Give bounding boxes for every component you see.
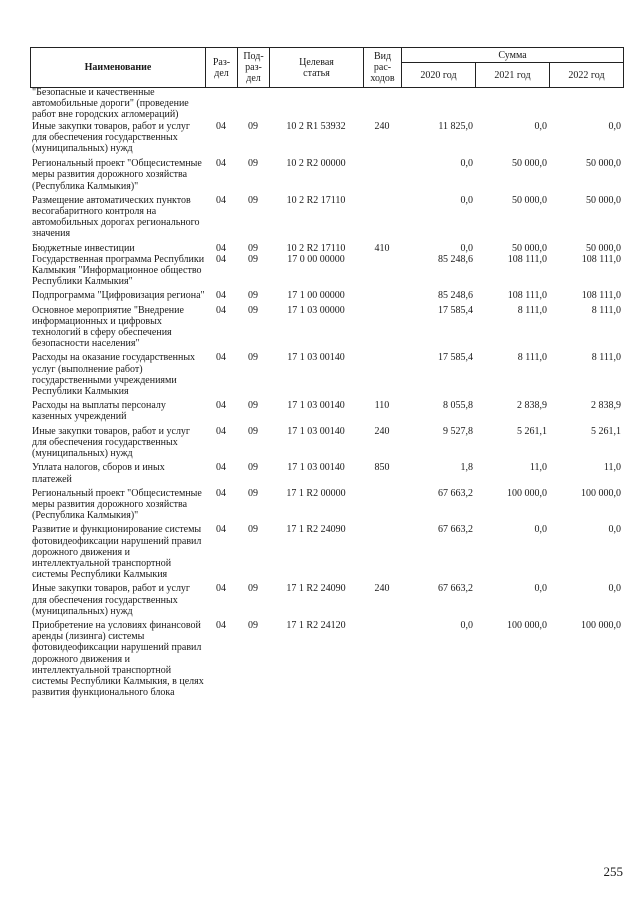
row-statya: 10 2 R2 17110 (286, 194, 346, 206)
row-statya: 17 1 R2 24090 (286, 524, 346, 536)
row-sum-2021: 108 111,0 (507, 253, 547, 265)
header-year-2021: 2021 год (476, 63, 550, 88)
row-razdel: 04 (216, 304, 226, 316)
row-sum-2021: 108 111,0 (507, 290, 547, 302)
row-sum-2021: 8 111,0 (517, 352, 547, 364)
row-statya: 17 1 03 00140 (287, 425, 345, 437)
row-podrazdel: 09 (248, 120, 258, 132)
header-year-2020: 2020 год (402, 63, 476, 88)
row-vid: 240 (374, 583, 390, 595)
row-vid: 410 (374, 242, 390, 254)
table-row (30, 352, 623, 400)
row-sum-2022: 50 000,0 (586, 194, 621, 206)
row-name: Иные закупки товаров, работ и услуг для обеспечения государственных (муниципальных) нужд (32, 583, 191, 617)
row-sum-2020: 9 527,8 (443, 425, 473, 437)
header-statya: Целевая статья (270, 48, 364, 88)
row-sum-2021 (475, 87, 549, 121)
row-vid (363, 158, 401, 195)
row-vid (363, 488, 401, 525)
row-sum-2022: 5 261,1 (591, 425, 621, 437)
row-name: Расходы на оказание государственных услуг (выполнение работ) государственными учреждениями Республики Калмыкия (32, 352, 196, 398)
row-name: "Безопасные и качественные автомобильные дороги" (проведение работ вне городских агломераций) (32, 87, 189, 121)
row-sum-2020: 17 585,4 (438, 304, 473, 316)
row-sum-2020: 0,0 (460, 242, 473, 254)
row-podrazdel: 09 (248, 400, 258, 412)
row-podrazdel: 09 (248, 242, 258, 254)
row-vid: 110 (374, 400, 390, 412)
row-sum-2022: 11,0 (603, 462, 621, 474)
row-name: Государственная программа Республики Калмыкия "Информационное общество Республики Калмыкия" (32, 253, 205, 288)
table-row (30, 305, 623, 353)
row-sum-2020: 0,0 (460, 619, 473, 631)
row-razdel: 04 (216, 352, 226, 364)
row-statya: 17 1 R2 00000 (286, 487, 346, 499)
row-vid (363, 87, 401, 121)
table-row (30, 620, 623, 698)
row-vid: 240 (374, 120, 390, 132)
row-razdel: 04 (216, 290, 226, 302)
row-statya: 17 1 R2 24090 (286, 583, 346, 595)
row-vid: 240 (374, 425, 390, 437)
row-statya: 17 1 R2 24120 (286, 619, 346, 631)
row-razdel: 04 (216, 462, 226, 474)
row-statya: 10 2 R2 17110 (286, 242, 346, 254)
row-podrazdel: 09 (248, 158, 258, 170)
row-razdel: 04 (216, 487, 226, 499)
row-podrazdel: 09 (248, 524, 258, 536)
row-razdel: 04 (216, 400, 226, 412)
row-sum-2020: 0,0 (460, 158, 473, 170)
row-sum-2020: 1,8 (460, 462, 473, 474)
row-sum-2022: 2 838,9 (591, 400, 621, 412)
table-row (30, 462, 623, 487)
page-number: 255 (603, 864, 623, 879)
row-sum-2021: 50 000,0 (512, 194, 547, 206)
row-name: Региональный проект "Общесистемные меры развития дорожного хозяйства (Республика Калмыкия)" (32, 158, 202, 192)
row-sum-2020: 17 585,4 (438, 352, 473, 364)
header-razdel: Раз- дел (206, 48, 238, 88)
row-razdel: 04 (216, 158, 226, 170)
row-sum-2022: 0,0 (608, 524, 621, 536)
row-sum-2022: 50 000,0 (586, 242, 621, 254)
row-statya: 17 1 03 00140 (287, 400, 345, 412)
table-row (30, 426, 623, 463)
row-sum-2021: 0,0 (534, 524, 547, 536)
row-razdel: 04 (216, 524, 226, 536)
header-vid: Вид рас- ходов (364, 48, 402, 88)
row-sum-2022: 0,0 (608, 120, 621, 132)
row-vid: 850 (374, 462, 390, 474)
table-header (30, 47, 624, 88)
row-razdel (205, 87, 237, 121)
row-name: Уплата налогов, сборов и иных платежей (32, 462, 165, 485)
row-sum-2022: 8 111,0 (591, 352, 621, 364)
row-sum-2022: 100 000,0 (581, 619, 621, 631)
row-sum-2021: 5 261,1 (517, 425, 547, 437)
table-row (30, 254, 623, 291)
table-row (30, 243, 623, 254)
row-vid (363, 620, 401, 698)
row-name: Иные закупки товаров, работ и услуг для обеспечения государственных (муниципальных) нужд (32, 425, 191, 460)
row-sum-2021: 100 000,0 (507, 487, 547, 499)
row-name: Размещение автоматических пунктов весогабаритного контроля на автомобильных дорогах регионального значения (32, 194, 200, 240)
row-sum-2020: 8 055,8 (443, 400, 473, 412)
row-vid (363, 305, 401, 353)
row-sum-2021: 2 838,9 (517, 400, 547, 412)
row-vid (363, 254, 401, 291)
row-name: Бюджетные инвестиции (32, 242, 135, 254)
row-sum-2021: 50 000,0 (512, 158, 547, 170)
table-row (30, 524, 623, 583)
row-podrazdel: 09 (248, 583, 258, 595)
row-razdel: 04 (216, 619, 226, 631)
row-statya: 17 0 00 00000 (287, 253, 345, 265)
row-razdel: 04 (216, 425, 226, 437)
row-sum-2022: 108 111,0 (581, 290, 621, 302)
table-row (30, 121, 623, 159)
table-row (30, 583, 623, 620)
budget-table (30, 87, 623, 698)
row-razdel: 04 (216, 194, 226, 206)
row-sum-2021: 8 111,0 (517, 304, 547, 316)
row-razdel: 04 (216, 583, 226, 595)
row-podrazdel (237, 87, 269, 121)
row-sum-2022: 0,0 (608, 583, 621, 595)
row-razdel: 04 (216, 120, 226, 132)
row-sum-2021: 50 000,0 (512, 242, 547, 254)
header-podrazdel: Под- раз- дел (238, 48, 270, 88)
header-year-2022: 2022 год (550, 63, 624, 88)
row-vid (363, 352, 401, 400)
row-sum-2020: 11 825,0 (438, 120, 473, 132)
row-sum-2022: 108 111,0 (581, 253, 621, 265)
row-name: Региональный проект "Общесистемные меры развития дорожного хозяйства (Республика Калмыкия)" (32, 487, 202, 522)
row-statya: 10 2 R1 53932 (286, 120, 346, 132)
table-row (30, 195, 623, 243)
row-sum-2020 (401, 87, 475, 121)
row-podrazdel: 09 (248, 487, 258, 499)
row-sum-2021: 0,0 (534, 120, 547, 132)
table-row (30, 488, 623, 525)
row-name: Подпрограмма "Цифровизация региона" (32, 290, 205, 302)
row-podrazdel: 09 (248, 253, 258, 265)
row-name: Расходы на выплаты персоналу казенных учреждений (32, 400, 166, 423)
row-statya (269, 87, 363, 121)
table-row (30, 87, 623, 121)
row-razdel: 04 (216, 253, 226, 265)
row-sum-2022: 50 000,0 (586, 158, 621, 170)
row-name: Иные закупки товаров, работ и услуг для обеспечения государственных (муниципальных) нужд (32, 120, 191, 155)
row-statya: 17 1 03 00000 (287, 304, 345, 316)
row-podrazdel: 09 (248, 194, 258, 206)
row-name: Приобретение на условиях финансовой аренды (лизинга) системы фотовидеофиксации нарушений правил дорожного движения и интеллектуальной транспортной системы Республики Калмыкия, в целях развития функционального блока (32, 619, 204, 699)
row-statya: 10 2 R2 00000 (286, 158, 346, 170)
row-podrazdel: 09 (248, 290, 258, 302)
row-sum-2020: 67 663,2 (438, 487, 473, 499)
row-podrazdel: 09 (248, 425, 258, 437)
row-vid (363, 524, 401, 583)
row-sum-2020: 85 248,6 (438, 253, 473, 265)
row-vid (363, 290, 401, 304)
row-statya: 17 1 03 00140 (287, 462, 345, 474)
row-sum-2021: 100 000,0 (507, 619, 547, 631)
row-sum-2022: 100 000,0 (581, 487, 621, 499)
row-sum-2020: 85 248,6 (438, 290, 473, 302)
row-sum-2021: 11,0 (529, 462, 547, 474)
table-row (30, 400, 623, 425)
header-summa: Сумма (402, 48, 624, 63)
row-razdel: 04 (216, 242, 226, 254)
row-podrazdel: 09 (248, 462, 258, 474)
row-sum-2020: 67 663,2 (438, 583, 473, 595)
row-podrazdel: 09 (248, 619, 258, 631)
row-podrazdel: 09 (248, 304, 258, 316)
row-podrazdel: 09 (248, 352, 258, 364)
row-sum-2020: 0,0 (460, 194, 473, 206)
row-sum-2022 (549, 87, 623, 121)
row-statya: 17 1 03 00140 (287, 352, 345, 364)
row-sum-2022: 8 111,0 (591, 304, 621, 316)
header-name: Наименование (31, 48, 206, 88)
row-name: Развитие и функционирование системы фотовидеофиксации нарушений правил дорожного движения и интеллектуальной транспортной системы Республики Калмыкия (32, 524, 202, 581)
table-row (30, 290, 623, 304)
row-name: Основное мероприятие "Внедрение информационных и цифровых технологий в сферу обеспечения безопасности населения" (32, 304, 184, 350)
table-row (30, 158, 623, 195)
row-statya: 17 1 00 00000 (287, 290, 345, 302)
row-sum-2020: 67 663,2 (438, 524, 473, 536)
row-sum-2021: 0,0 (534, 583, 547, 595)
row-vid (363, 195, 401, 243)
